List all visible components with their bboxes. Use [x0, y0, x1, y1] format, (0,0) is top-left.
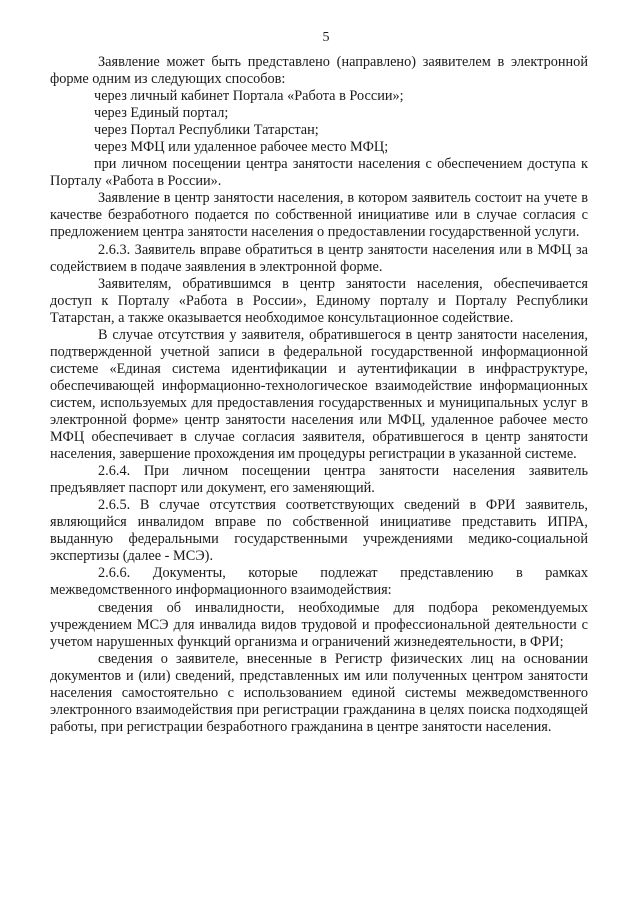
- paragraph-2-6-3: 2.6.3. Заявитель вправе обратиться в центр занятости населения или в МФЦ за содействием в подаче заявления в электронной форме.: [50, 241, 588, 275]
- paragraph-2-6-5: 2.6.5. В случае отсутствия соответствующих сведений в ФРИ заявитель, являющийся инвалидом вправе по собственной инициативе представить ИПРА, выданную федеральными государственными учреждениями медико-социальной экспертизы (далее - МСЭ).: [50, 497, 588, 565]
- paragraph-2-6-4: 2.6.4. При личном посещении центра занятости населения заявитель предъявляет паспорт или документ, его заменяющий.: [50, 463, 588, 497]
- paragraph-2-6-6: 2.6.6. Документы, которые подлежат представлению в рамках межведомственного информационного взаимодействия:: [50, 565, 588, 599]
- page-number: 5: [322, 30, 330, 45]
- list-item-registry-info: сведения о заявителе, внесенные в Регистр физических лиц на основании документов и (или) сведений, представленных им или полученных центром занятости населения самостоятельно с использованием единой системы межведомственного электронного взаимодействия при регистрации гражданина в целях поиска подходящей работы, при регистрации безработного гражданина в центре занятости населения.: [50, 650, 588, 735]
- paragraph-portal-access: Заявителям, обратившимся в центр занятости населения, обеспечивается доступ к Порталу «Работа в России», Единому порталу и Порталу Республики Татарстан, а также оказывается необходимое консультационное содействие.: [50, 275, 588, 326]
- paragraph-unemployed-application: Заявление в центр занятости населения, в котором заявитель состоит на учете в качестве безработного подается по собственной инициативе или в случае согласия с предложением центра занятости населения о предоставлении государственной услуги.: [50, 190, 588, 241]
- document-body: [50, 54, 588, 736]
- list-item-mfc: через МФЦ или удаленное рабочее место МФЦ;: [94, 139, 389, 156]
- list-item-disability-info: сведения об инвалидности, необходимые для подбора рекомендуемых учреждением МСЭ для инвалида видов трудовой и профессиональной деятельности с учетом нарушенных функций организма и ограничений жизнедеятельности, в ФРИ;: [50, 599, 588, 650]
- list-item-tatarstan-portal: через Портал Республики Татарстан;: [94, 122, 319, 139]
- paragraph-submission-methods: Заявление может быть представлено (направлено) заявителем в электронной форме одним из следующих способов:: [50, 54, 588, 88]
- list-item-personal-visit: при личном посещении центра занятости населения с обеспечением доступа к Порталу «Работа в России».: [50, 156, 588, 190]
- list-item-portal-cabinet: через личный кабинет Портала «Работа в России»;: [94, 88, 404, 105]
- paragraph-esia-registration: В случае отсутствия у заявителя, обратившегося в центр занятости населения, подтвержденной учетной записи в федеральной государственной информационной системе «Единая система идентификации и аутентификации в инфраструктуре, обеспечивающей информационно-технологическое взаимодействие информационных систем, используемых для предоставления государственных и муниципальных услуг в электронной форме» центр занятости населения или МФЦ, удаленное рабочее место МФЦ обеспечивает в случае согласия заявителя, обратившегося в центр занятости населения, завершение прохождения им процедуры регистрации в указанной системе.: [50, 326, 588, 463]
- list-item-unified-portal: через Единый портал;: [94, 105, 229, 122]
